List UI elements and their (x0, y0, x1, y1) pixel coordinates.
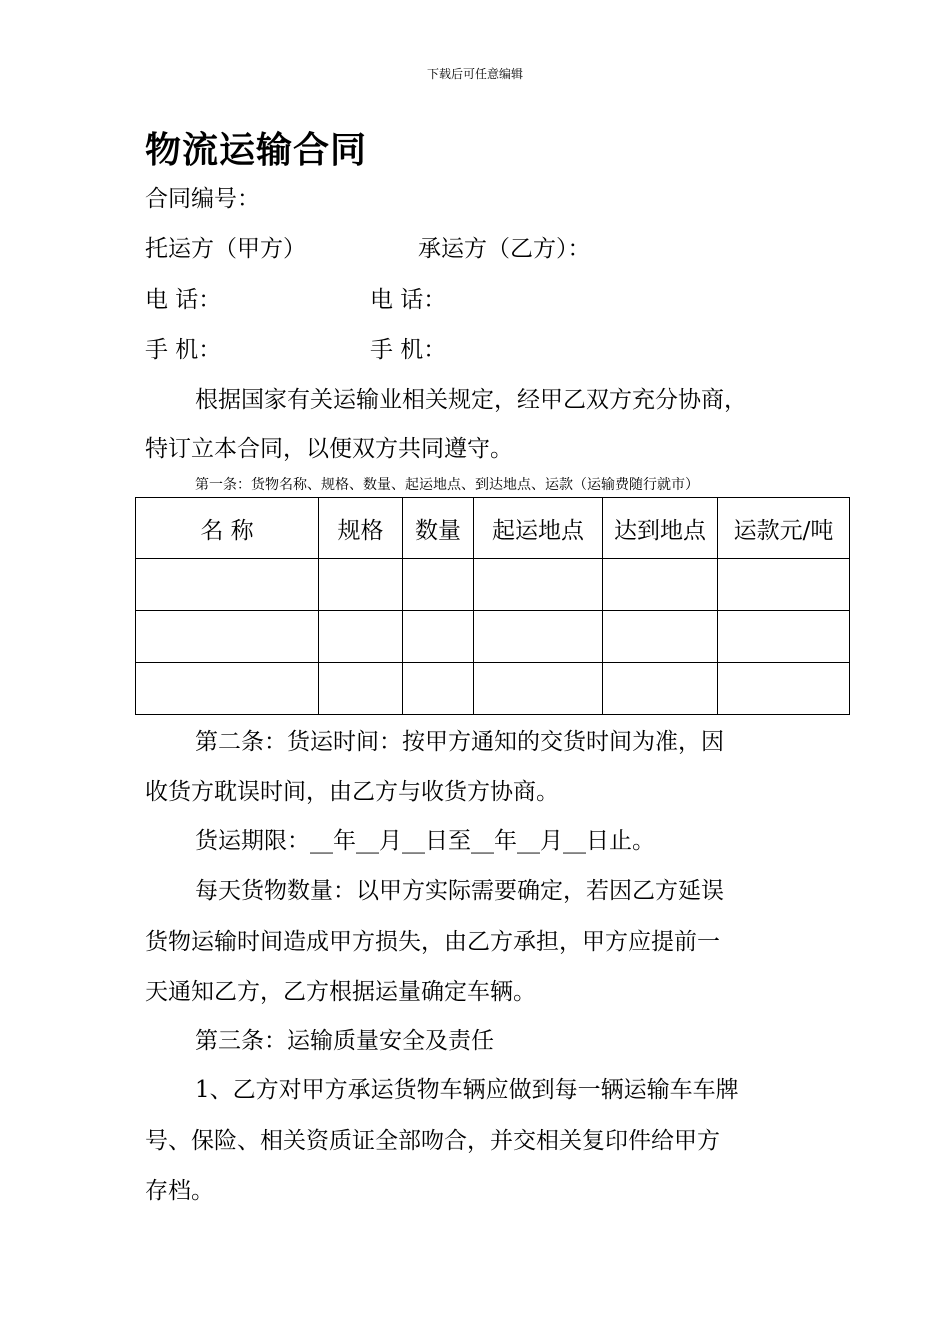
table-cell[interactable] (319, 663, 403, 715)
party-b-label: 承运方（乙方）： (418, 236, 591, 262)
table-row (136, 559, 850, 611)
intro-paragraph-line2: 特订立本合同，以便双方共同遵守。 (145, 436, 513, 462)
table-cell[interactable] (136, 559, 319, 611)
page-header-note: 下载后可任意编辑 (426, 67, 523, 81)
column-header-destination: 达到地点 (603, 498, 718, 559)
table-cell[interactable] (718, 611, 850, 663)
delivery-period: 货运期限：__年__月__日至__年__月__日止。 (195, 828, 655, 854)
article2-line1: 第二条：货运时间：按甲方通知的交货时间为准，因 (195, 729, 724, 755)
item1-line2: 号、保险、相关资质证全部吻合，并交相关复印件给甲方 (145, 1128, 720, 1154)
column-header-name: 名 称 (136, 498, 319, 559)
mobile-b-label: 手 机： (370, 337, 447, 363)
daily-quantity-line1: 每天货物数量：以甲方实际需要确定，若因乙方延误 (195, 878, 724, 904)
column-header-freight: 运款元/吨 (718, 498, 850, 559)
table-cell[interactable] (718, 559, 850, 611)
column-header-origin: 起运地点 (474, 498, 603, 559)
phone-b-label: 电 话： (370, 287, 447, 313)
table-cell[interactable] (718, 663, 850, 715)
contract-number-label: 合同编号： (145, 186, 260, 212)
table-cell[interactable] (603, 611, 718, 663)
item1-line1: 1、乙方对甲方承运货物车辆应做到每一辆运输车车牌 (195, 1077, 739, 1103)
article2-line2: 收货方耽误时间，由乙方与收货方协商。 (145, 779, 559, 805)
table-cell[interactable] (403, 559, 474, 611)
goods-table (135, 497, 850, 715)
table-cell[interactable] (603, 663, 718, 715)
table-cell[interactable] (474, 559, 603, 611)
contract-title: 物流运输合同 (145, 129, 368, 171)
table-row (136, 611, 850, 663)
table-row (136, 663, 850, 715)
table-cell[interactable] (136, 663, 319, 715)
item1-line3: 存档。 (145, 1178, 214, 1204)
table-cell[interactable] (403, 663, 474, 715)
party-a-label: 托运方（甲方） (145, 236, 306, 262)
table-header-row (136, 498, 850, 559)
table-cell[interactable] (474, 611, 603, 663)
article1-caption: 第一条：货物名称、规格、数量、起运地点、到达地点、运款（运输费随行就市） (195, 477, 699, 493)
daily-quantity-line3: 天通知乙方，乙方根据运量确定车辆。 (145, 979, 536, 1005)
phone-a-label: 电 话： (145, 287, 222, 313)
daily-quantity-line2: 货物运输时间造成甲方损失，由乙方承担，甲方应提前一 (145, 929, 720, 955)
table-cell[interactable] (136, 611, 319, 663)
article3-heading: 第三条：运输质量安全及责任 (195, 1028, 494, 1054)
table-cell[interactable] (603, 559, 718, 611)
table-cell[interactable] (319, 611, 403, 663)
intro-paragraph-line1: 根据国家有关运输业相关规定，经甲乙双方充分协商， (195, 387, 747, 413)
table-cell[interactable] (403, 611, 474, 663)
column-header-quantity: 数量 (403, 498, 474, 559)
table-cell[interactable] (474, 663, 603, 715)
table-cell[interactable] (319, 559, 403, 611)
mobile-a-label: 手 机： (145, 337, 222, 363)
column-header-spec: 规格 (319, 498, 403, 559)
